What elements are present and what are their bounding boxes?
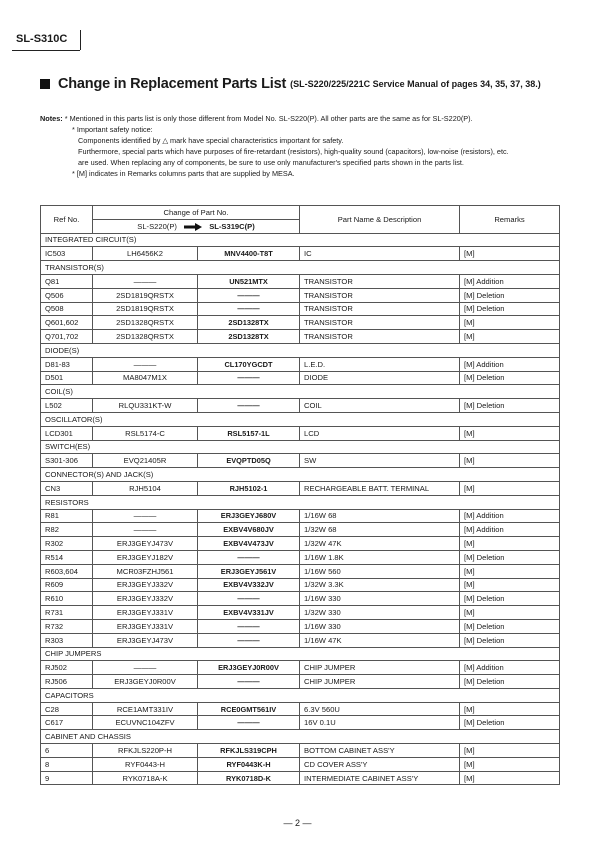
table-row xyxy=(41,702,560,716)
table-row xyxy=(41,578,560,592)
ref-cell: C28 xyxy=(41,702,93,716)
new-part-cell: RFKJLS319CPH xyxy=(198,744,300,758)
new-part-cell: ERJ3GEYJ0R00V xyxy=(198,661,300,675)
section-header-row xyxy=(41,440,560,454)
remarks-cell: [M] Addition xyxy=(460,509,560,523)
description-cell: RECHARGEABLE BATT. TERMINAL xyxy=(300,481,460,495)
section-title: CAPACITORS xyxy=(41,688,560,702)
ref-cell: D81-83 xyxy=(41,357,93,371)
new-part-cell: ——— xyxy=(198,619,300,633)
old-part-cell: ERJ3GEYJ331V xyxy=(93,606,198,620)
ref-cell: CN3 xyxy=(41,481,93,495)
new-part-cell: CL170YGCDT xyxy=(198,357,300,371)
new-part-cell: RYF0443K-H xyxy=(198,757,300,771)
remarks-cell: [M] xyxy=(460,316,560,330)
table-row xyxy=(41,247,560,261)
ref-cell: L502 xyxy=(41,399,93,413)
remarks-cell: [M] Addition xyxy=(460,661,560,675)
table-row xyxy=(41,399,560,413)
table-row xyxy=(41,274,560,288)
description-cell: TRANSISTOR xyxy=(300,330,460,344)
old-part-cell: RCE1AMT331IV xyxy=(93,702,198,716)
section-header-row xyxy=(41,647,560,661)
description-cell: TRANSISTOR xyxy=(300,302,460,316)
new-part-cell: 2SD1328TX xyxy=(198,330,300,344)
new-part-cell: RJH5102-1 xyxy=(198,481,300,495)
old-part-cell: ——— xyxy=(93,523,198,537)
section-title: SWITCH(ES) xyxy=(41,440,560,454)
table-row xyxy=(41,537,560,551)
model-tag-divider xyxy=(80,30,81,50)
old-part-cell: ——— xyxy=(93,274,198,288)
header-old-model: SL-S220(P) xyxy=(137,221,177,231)
description-cell: TRANSISTOR xyxy=(300,274,460,288)
new-part-cell: ——— xyxy=(198,633,300,647)
ref-cell: R731 xyxy=(41,606,93,620)
new-part-cell: ERJ3GEYJ561V xyxy=(198,564,300,578)
description-cell: LCD xyxy=(300,426,460,440)
table-row xyxy=(41,633,560,647)
remarks-cell: [M] Addition xyxy=(460,523,560,537)
section-title: RESISTORS xyxy=(41,495,560,509)
remarks-cell: [M] xyxy=(460,537,560,551)
old-part-cell: 2SD1819QRSTX xyxy=(93,302,198,316)
notes-line-6: * [M] indicates in Remarks columns parts that are supplied by MESA. xyxy=(72,169,295,178)
old-part-cell: ECUVNC104ZFV xyxy=(93,716,198,730)
section-header-row xyxy=(41,495,560,509)
remarks-cell: [M] Deletion xyxy=(460,288,560,302)
page-subtitle: (SL-S220/225/221C Service Manual of pages 34, 35, 37, 38.) xyxy=(290,79,541,89)
section-header-row xyxy=(41,688,560,702)
old-part-cell: RYK0718A-K xyxy=(93,771,198,785)
new-part-cell: ——— xyxy=(198,371,300,385)
ref-cell: Q701,702 xyxy=(41,330,93,344)
section-title: OSCILLATOR(S) xyxy=(41,412,560,426)
old-part-cell: MA8047M1X xyxy=(93,371,198,385)
table-row xyxy=(41,550,560,564)
new-part-cell: ——— xyxy=(198,550,300,564)
table-row xyxy=(41,316,560,330)
ref-cell: C617 xyxy=(41,716,93,730)
remarks-cell: [M] xyxy=(460,564,560,578)
remarks-cell: [M] xyxy=(460,481,560,495)
remarks-cell: [M] Addition xyxy=(460,357,560,371)
section-header-row xyxy=(41,730,560,744)
new-part-cell: ——— xyxy=(198,592,300,606)
remarks-cell: [M] Deletion xyxy=(460,399,560,413)
header-new-model: SL-S319C(P) xyxy=(209,221,255,231)
header-ref-no: Ref No. xyxy=(41,206,93,234)
ref-cell: IC503 xyxy=(41,247,93,261)
section-title: CONNECTOR(S) AND JACK(S) xyxy=(41,468,560,482)
description-cell: BOTTOM CABINET ASS'Y xyxy=(300,744,460,758)
new-part-cell: 2SD1328TX xyxy=(198,316,300,330)
remarks-cell: [M] xyxy=(460,744,560,758)
model-tag: SL-S310C xyxy=(16,33,68,45)
old-part-cell: ERJ3GEYJ473V xyxy=(93,633,198,647)
table-row xyxy=(41,509,560,523)
old-part-cell: ERJ3GEYJ182V xyxy=(93,550,198,564)
header-models xyxy=(93,219,300,233)
old-part-cell: 2SD1328QRSTX xyxy=(93,316,198,330)
old-part-cell: RJH5104 xyxy=(93,481,198,495)
old-part-cell: ERJ3GEYJ331V xyxy=(93,619,198,633)
description-cell: CD COVER ASS'Y xyxy=(300,757,460,771)
notes-line-2: * Important safety notice: xyxy=(72,125,153,134)
section-title: CABINET AND CHASSIS xyxy=(41,730,560,744)
old-part-cell: LH6456K2 xyxy=(93,247,198,261)
ref-cell: R603,604 xyxy=(41,564,93,578)
table-row xyxy=(41,330,560,344)
arrow-right-icon xyxy=(184,223,202,231)
description-cell: CHIP JUMPER xyxy=(300,675,460,689)
remarks-cell: [M] xyxy=(460,578,560,592)
page-title: Change in Replacement Parts List xyxy=(58,76,287,92)
remarks-cell: [M] xyxy=(460,454,560,468)
table-row xyxy=(41,564,560,578)
section-header-row xyxy=(41,261,560,275)
description-cell: 6.3V 560U xyxy=(300,702,460,716)
ref-cell: R82 xyxy=(41,523,93,537)
new-part-cell: ——— xyxy=(198,399,300,413)
remarks-cell: [M] Deletion xyxy=(460,371,560,385)
description-cell: 1/16W 68 xyxy=(300,509,460,523)
header-change-of-part-no: Change of Part No. xyxy=(93,206,300,220)
table-row xyxy=(41,771,560,785)
ref-cell: R302 xyxy=(41,537,93,551)
ref-cell: 8 xyxy=(41,757,93,771)
new-part-cell: ——— xyxy=(198,288,300,302)
section-title: CHIP JUMPERS xyxy=(41,647,560,661)
old-part-cell: MCR03FZHJ561 xyxy=(93,564,198,578)
ref-cell: R609 xyxy=(41,578,93,592)
page-heading xyxy=(40,76,541,92)
table-row xyxy=(41,288,560,302)
ref-cell: 6 xyxy=(41,744,93,758)
description-cell: TRANSISTOR xyxy=(300,316,460,330)
old-part-cell: ——— xyxy=(93,509,198,523)
parts-table xyxy=(40,205,560,785)
section-header-row xyxy=(41,233,560,247)
notes-line-5: are used. When replacing any of components, be sure to use only manufacturer's specified parts shown in the parts list. xyxy=(78,158,464,167)
ref-cell: 9 xyxy=(41,771,93,785)
table-row xyxy=(41,619,560,633)
description-cell: 1/16W 330 xyxy=(300,592,460,606)
old-part-cell: ——— xyxy=(93,661,198,675)
remarks-cell: [M] Deletion xyxy=(460,302,560,316)
old-part-cell: 2SD1819QRSTX xyxy=(93,288,198,302)
section-header-row xyxy=(41,412,560,426)
new-part-cell: EXBV4V473JV xyxy=(198,537,300,551)
table-row xyxy=(41,454,560,468)
description-cell: 1/16W 330 xyxy=(300,619,460,633)
new-part-cell: ERJ3GEYJ680V xyxy=(198,509,300,523)
remarks-cell: [M] xyxy=(460,606,560,620)
old-part-cell: 2SD1328QRSTX xyxy=(93,330,198,344)
description-cell: 1/16W 560 xyxy=(300,564,460,578)
new-part-cell: ——— xyxy=(198,675,300,689)
description-cell: CHIP JUMPER xyxy=(300,661,460,675)
new-part-cell: RCE0GMT561IV xyxy=(198,702,300,716)
new-part-cell: EXBV4V331JV xyxy=(198,606,300,620)
description-cell: TRANSISTOR xyxy=(300,288,460,302)
section-header-row xyxy=(41,468,560,482)
ref-cell: Q506 xyxy=(41,288,93,302)
header-remarks: Remarks xyxy=(460,206,560,234)
header-part-name: Part Name & Description xyxy=(300,206,460,234)
table-row xyxy=(41,744,560,758)
description-cell: 1/16W 1.8K xyxy=(300,550,460,564)
description-cell: 16V 0.1U xyxy=(300,716,460,730)
notes-label: Notes: xyxy=(40,114,63,123)
new-part-cell: EXBV4V680JV xyxy=(198,523,300,537)
remarks-cell: [M] xyxy=(460,702,560,716)
description-cell: 1/32W 68 xyxy=(300,523,460,537)
new-part-cell: EVQPTD05Q xyxy=(198,454,300,468)
remarks-cell: [M] Deletion xyxy=(460,633,560,647)
old-part-cell: RYF0443-H xyxy=(93,757,198,771)
ref-cell: R514 xyxy=(41,550,93,564)
description-cell: 1/32W 47K xyxy=(300,537,460,551)
remarks-cell: [M] Deletion xyxy=(460,675,560,689)
new-part-cell: ——— xyxy=(198,716,300,730)
description-cell: SW xyxy=(300,454,460,468)
ref-cell: Q508 xyxy=(41,302,93,316)
table-row xyxy=(41,675,560,689)
old-part-cell: RFKJLS220P-H xyxy=(93,744,198,758)
section-title: TRANSISTOR(S) xyxy=(41,261,560,275)
ref-cell: RJ502 xyxy=(41,661,93,675)
table-row xyxy=(41,661,560,675)
description-cell: 1/16W 47K xyxy=(300,633,460,647)
remarks-cell: [M] xyxy=(460,771,560,785)
ref-cell: D501 xyxy=(41,371,93,385)
remarks-cell: [M] xyxy=(460,757,560,771)
table-row xyxy=(41,371,560,385)
notes-line-4: Furthermore, special parts which have purposes of fire-retardant (resistors), high-quality sound (capacitors), low-noise (resistors), etc. xyxy=(78,147,509,156)
table-row xyxy=(41,481,560,495)
notes-line-3: Components identified by △ mark have special characteristics important for safety. xyxy=(78,136,344,145)
ref-cell: Q81 xyxy=(41,274,93,288)
remarks-cell: [M] Deletion xyxy=(460,716,560,730)
section-title: COIL(S) xyxy=(41,385,560,399)
ref-cell: Q601,602 xyxy=(41,316,93,330)
description-cell: IC xyxy=(300,247,460,261)
table-row xyxy=(41,523,560,537)
remarks-cell: [M] xyxy=(460,426,560,440)
old-part-cell: ERJ3GEYJ473V xyxy=(93,537,198,551)
new-part-cell: RSL5157-1L xyxy=(198,426,300,440)
old-part-cell: ——— xyxy=(93,357,198,371)
page-number: — 2 — xyxy=(283,818,312,828)
model-tag-underline xyxy=(12,50,80,51)
ref-cell: S301-306 xyxy=(41,454,93,468)
old-part-cell: ERJ3GEYJ332V xyxy=(93,578,198,592)
table-row xyxy=(41,592,560,606)
ref-cell: R610 xyxy=(41,592,93,606)
description-cell: 1/32W 3.3K xyxy=(300,578,460,592)
notes-line-1: * Mentioned in this parts list is only those different from Model No. SL-S220(P). All other parts are the same as for SL-S220(P). xyxy=(64,114,473,123)
remarks-cell: [M] Addition xyxy=(460,274,560,288)
table-row xyxy=(41,716,560,730)
section-header-row xyxy=(41,385,560,399)
old-part-cell: RLQU331KT-W xyxy=(93,399,198,413)
section-title: DIODE(S) xyxy=(41,343,560,357)
old-part-cell: RSL5174-C xyxy=(93,426,198,440)
ref-cell: RJ506 xyxy=(41,675,93,689)
section-title: INTEGRATED CIRCUIT(S) xyxy=(41,233,560,247)
table-row xyxy=(41,357,560,371)
new-part-cell: UN521MTX xyxy=(198,274,300,288)
remarks-cell: [M] Deletion xyxy=(460,592,560,606)
remarks-cell: [M] Deletion xyxy=(460,550,560,564)
ref-cell: R732 xyxy=(41,619,93,633)
new-part-cell: EXBV4V332JV xyxy=(198,578,300,592)
description-cell: INTERMEDIATE CABINET ASS'Y xyxy=(300,771,460,785)
description-cell: DIODE xyxy=(300,371,460,385)
remarks-cell: [M] Deletion xyxy=(460,619,560,633)
remarks-cell: [M] xyxy=(460,330,560,344)
ref-cell: R81 xyxy=(41,509,93,523)
new-part-cell: ——— xyxy=(198,302,300,316)
table-row xyxy=(41,302,560,316)
ref-cell: LCD301 xyxy=(41,426,93,440)
description-cell: COIL xyxy=(300,399,460,413)
new-part-cell: MNV4400-T8T xyxy=(198,247,300,261)
new-part-cell: RYK0718D-K xyxy=(198,771,300,785)
table-row xyxy=(41,606,560,620)
remarks-cell: [M] xyxy=(460,247,560,261)
square-bullet-icon xyxy=(40,79,50,89)
section-header-row xyxy=(41,343,560,357)
old-part-cell: ERJ3GEYJ0R00V xyxy=(93,675,198,689)
description-cell: L.E.D. xyxy=(300,357,460,371)
old-part-cell: ERJ3GEYJ332V xyxy=(93,592,198,606)
notes-block xyxy=(40,113,585,179)
description-cell: 1/32W 330 xyxy=(300,606,460,620)
ref-cell: R303 xyxy=(41,633,93,647)
old-part-cell: EVQ21405R xyxy=(93,454,198,468)
table-row xyxy=(41,757,560,771)
table-row xyxy=(41,426,560,440)
